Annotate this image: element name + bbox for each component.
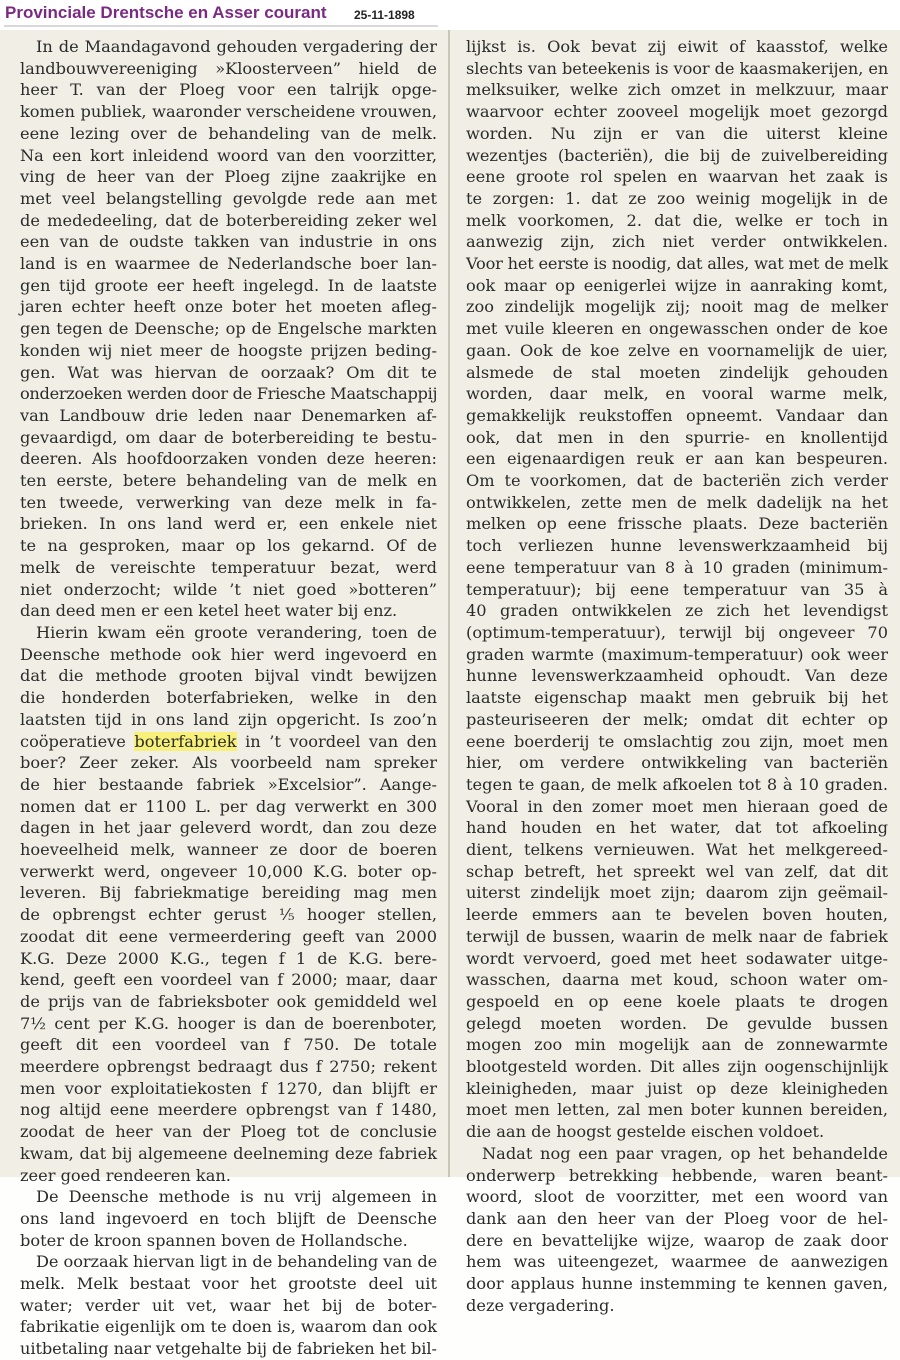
text-line: nomen dat er 1100 L. per dag verwerkt en 300 [20,796,437,816]
text-line: Hierin kwam eën groote verandering, toen de [36,622,437,642]
text-line: temperatuur); bij eene temperatuur van 35 à [466,579,888,599]
column-text-right [466,36,888,1316]
text-line: met vuile kleeren en ongewasschen onder de koe [466,319,888,339]
text-line: van Landbouw drie leden naar Denemarken af- [20,405,437,425]
publication-date: 25-11-1898 [354,8,415,22]
text-line: dient, telkens vernieuwen. Wat het melkgereed- [466,840,888,860]
newspaper-title: Provinciale Drentsche en Asser courant [5,3,327,22]
text-line: gen tijd groote eer heeft ingelegd. In de laatste [20,275,437,295]
text-line: wezentjes (bacteriën), die bij de zuivelbereiding [466,145,888,165]
text-line: ons land ingevoerd en toch blijft de Deensche [20,1208,437,1228]
text-line: onderwerp betrekking hebbende, waren beant- [466,1165,888,1185]
text-line: fabrikatie eigenlijk om te doen is, waarom dan ook [20,1317,437,1337]
text-line: worden, daar melk, en vooral warme melk, [466,384,888,404]
text-line: melk. Melk bestaat voor het grootste deel uit [20,1274,437,1294]
text-line: dan deed men er een ketel heet water bij enz. [20,601,398,621]
text-line: te na gesproken, maar op los gekarnd. Of de [20,536,437,556]
text-line: hem was uiteengezet, waarmee de aanwezigen [466,1252,888,1272]
text-line: uitbetaling naar vetgehalte bij de fabrieken het bil- [20,1339,437,1359]
text-line: kwam, dat bij algemeene deelneming deze fabriek [20,1143,437,1163]
text-line: hier, om verdere ontwikkeling van bacteriën [466,753,888,773]
text-line: leerde emmers aan te bevelen boven houten, [466,905,888,925]
text-line: gaan. Ook de koe zelve en voornamelijk de uier, [466,340,888,360]
article-column-right [452,30,900,1315]
text-line: verwerkt werd, ongeveer 10,000 K.G. boter op- [20,861,437,881]
text-line: uiterst zindelijk moet zijn; daarom zijn geëmail- [466,883,888,903]
text-line: tegen te gaan, de melk afkoelen tot 8 à 10 graden. [466,774,888,794]
page-header [0,0,900,30]
column-divider [448,30,450,1177]
text-line: landbouwvereeniging »Kloosterveen” hield de [20,58,437,78]
text-line: melksuiker, welke zich omzet in melkzuur, maar [466,80,888,100]
text-line: gelegd moeten worden. De gevulde bussen [466,1013,888,1033]
text-line: alsmede de stal moeten zindelijk gehouden [466,362,888,382]
text-line: jaren echter heeft onze boter het moeten afleg- [20,297,437,317]
text-line: de prijs van de fabrieksboter ook gemiddeld wel [20,991,437,1011]
text-line: K.G. Deze 2000 K.G., tegen f 1 de K.G. bere- [20,948,437,968]
text-line: De oorzaak hiervan ligt in de behandeling van de [36,1252,438,1272]
text-line: meerdere opbrengst bedraagt dus f 2750; rekent [20,1057,437,1077]
text-line: schap betreft, het spreekt wel van zelf, dat dit [466,861,888,881]
text-line: ten tweede, verwerking van deze melk in fa- [20,492,437,512]
text-line: gemakkelijk reukstoffen opneemt. Vandaar dan [466,405,888,425]
text-line: de hier bestaande fabriek »Excelsior”. Aange- [20,774,437,794]
text-line: ontwikkelen, zette men de melk dadelijk na het [466,492,888,512]
article-column-left [0,30,452,1359]
text-line: laatste eigenschap maakt men gebruik bij het [466,688,888,708]
text-line: mogen zoo min mogelijk aan de zonnewarmte [466,1035,888,1055]
text-line: die aan de hoogst gestelde eischen voldoet. [466,1122,825,1142]
text-line: laatsten tijd in ons land zijn opgericht. Is zoo’n [20,709,437,729]
text-line: eene lezing over de behandeling van de melk. [20,123,437,143]
text-line: moet men letten, zal men boter kunnen bereiden, [466,1100,888,1120]
text-line: niet onderzocht; wilde ’t niet goed »botteren” [20,579,437,599]
text-line: brieken. In ons land werd er, een enkele niet [20,514,437,534]
text-line: lijkst is. Ook bevat zij eiwit of kaasstof, welke [466,37,888,56]
text-line: eene boerderij te omslachtig zou zijn, moet men [466,731,888,751]
text-line: Vooral in den zomer moet men hieraan goed de [466,796,888,816]
text-line: deeren. Als hoofdoorzaken vonden deze heeren: [20,449,437,469]
text-line: Om te voorkomen, dat de bacteriën zich verder [466,471,888,491]
text-line: 40 graden ontwikkelen ze zich het levendigst [466,601,888,621]
text-line: komen publiek, waaronder verscheidene vrouwen, [20,102,437,122]
text-line: zoo zindelijk mogelijk zij; nooit mag de melker [466,297,888,317]
text-line: gen tegen de Deensche; op de Engelsche markten [20,319,437,339]
text-line: Na een kort inleidend woord van den voorzitter, [20,145,437,165]
text-line: gen. Wat was hiervan de oorzaak? Om dit te [20,362,437,382]
text-line: dere en bevattelijke wijze, waarop de zaak door [466,1230,888,1250]
text-line: dat die methode grooten bijval vindt bewijzen [20,666,437,686]
text-line: blootgesteld worden. Dit alles zijn oogenschijnlijk [466,1057,888,1077]
text-line: een van de oudste takken van industrie in ons [20,232,437,252]
text-line: land is en waarmee de Nederlandsche boer lan- [20,254,437,274]
text-line: konden wij niet meer de hoogste prijzen beding- [20,340,437,360]
text-line: aanwezig zijn, zich niet verder ontwikkelen. [466,232,888,252]
text-line: hand houden en het water, dat tot afkoeling [466,818,888,838]
text-line: de opbrengst echter gerust ⅕ hooger stellen, [20,905,437,925]
text-line: ving de heer van der Ploeg zijne zaakrijke en [20,167,437,187]
text-line: coöperatieve boterfabriek in ’t voordeel van den [20,731,437,751]
text-line: door applaus hunne instemming te kennen gaven, [466,1274,888,1294]
text-line: onderzoeken werden door de Friesche Maatschappij [20,384,438,404]
text-line: toch verliezen hunne levenswerkzaamheid bij [466,536,888,556]
search-highlight: boterfabriek [134,731,237,751]
text-line: deze vergadering. [466,1295,615,1315]
text-line: met veel belangstelling gevolgde rede aan met [20,188,437,208]
text-line: waarvoor echter zooveel mogelijk moet gezorgd [466,102,888,122]
text-line: melk voorkomen, 2. dat die, welke er toch in [466,210,888,230]
text-line: worden. Nu zijn er van die uiterst kleine [466,123,888,143]
text-line: Deensche methode ook hier werd ingevoerd en [20,644,437,664]
text-line: hunne levenswerkzaamheid ophoudt. Van deze [466,666,888,686]
text-line: leveren. Bij fabriekmatige bereiding mag men [20,883,437,903]
text-line: zoodat dit eene vermeerdering geeft van 2000 [20,926,437,946]
text-line: te zorgen: 1. dat ze zoo weinig mogelijk in de [466,188,888,208]
text-line: zeer goed rendeeren kan. [20,1165,231,1185]
text-line: melk de vereischte temperatuur bezat, werd [20,557,437,577]
text-line: woord, sloot de voorzitter, met een woord van [466,1187,888,1207]
text-line: eene temperatuur van 8 à 10 graden (minimum- [466,557,888,577]
text-line: wasschen, daarna met koud, schoon water om- [466,970,888,990]
text-line: dagen in het jaar geleverd wordt, dan zou deze [20,818,437,838]
text-line: Voor het eerste is noodig, dat alles, wat met de melk [466,254,888,274]
text-line: slechts van beteekenis is voor de kaasmakerijen, en [466,58,889,78]
header-divider [4,25,438,27]
text-line: Nadat nog een paar vragen, op het behandelde [482,1143,888,1163]
text-line: De Deensche methode is nu vrij algemeen in [36,1187,437,1207]
text-line: graden warmte (maximum-temperatuur) ook weer [466,644,888,664]
text-line: boter de kroon spannen boven de Hollandsche. [20,1230,408,1250]
text-line: men voor exploitatiekosten f 1270, dan blijft er [20,1078,437,1098]
text-line: kend, geeft een voordeel van f 2000; maar, daar [20,970,437,990]
text-line: zoodat de heer van der Ploeg tot de conclusie [20,1122,437,1142]
text-line: een eigenaardigen reuk er aan kan bespeuren. [466,449,888,469]
text-line: heer T. van der Ploeg voor een talrijk opge- [20,80,437,100]
text-line: ten eerste, betere behandeling van de melk en [20,471,437,491]
text-line: gespoeld en op eene koele plaats te drogen [466,991,888,1011]
text-line: melken op eene frissche plaats. Deze bacteriën [466,514,888,534]
text-line: nog altijd eene meerdere opbrengst van f 1480, [20,1100,437,1120]
text-line: In de Maandagavond gehouden vergadering der [36,37,437,56]
text-line: 7½ cent per K.G. hooger is dan de boerenboter, [20,1013,437,1033]
text-line: dank aan den heer van der Ploeg voor de hel- [466,1208,888,1228]
text-line: geeft dit een voordeel van f 750. De totale [20,1035,437,1055]
text-line: terwijl de bussen, waarin de melk naar de fabriek [466,926,888,946]
text-line: kleinigheden, maar juist op deze kleinigheden [466,1078,888,1098]
text-line: ook, dat men in den spurrie- en knollentijd [466,427,888,447]
text-line: (optimum-temperatuur), terwijl bij ongeveer 70 [466,622,888,642]
text-line: water; verder uit vet, waar het bij de boter- [20,1295,437,1315]
text-line: de mededeeling, dat de boterbereiding zeker wel [20,210,437,230]
text-line: ook maar op eenigerlei wijze in aanraking komt, [466,275,888,295]
text-line: hoeveelheid melk, wanneer ze door de boeren [20,840,437,860]
text-line: boer? Zeer zeker. Als voorbeeld nam spreker [20,753,437,773]
text-line: wordt vervoerd, goed met heet sodawater uitge- [466,948,888,968]
text-line: die honderden boterfabrieken, welke in den [20,688,437,708]
text-line: eene groote rol spelen en waarvan het zaak is [466,167,888,187]
column-text-left [20,36,437,1360]
text-line: pasteuriseeren der melk; omdat dit echter op [466,709,888,729]
text-line: gevaardigd, om daar de boterbereiding te bestu- [20,427,437,447]
